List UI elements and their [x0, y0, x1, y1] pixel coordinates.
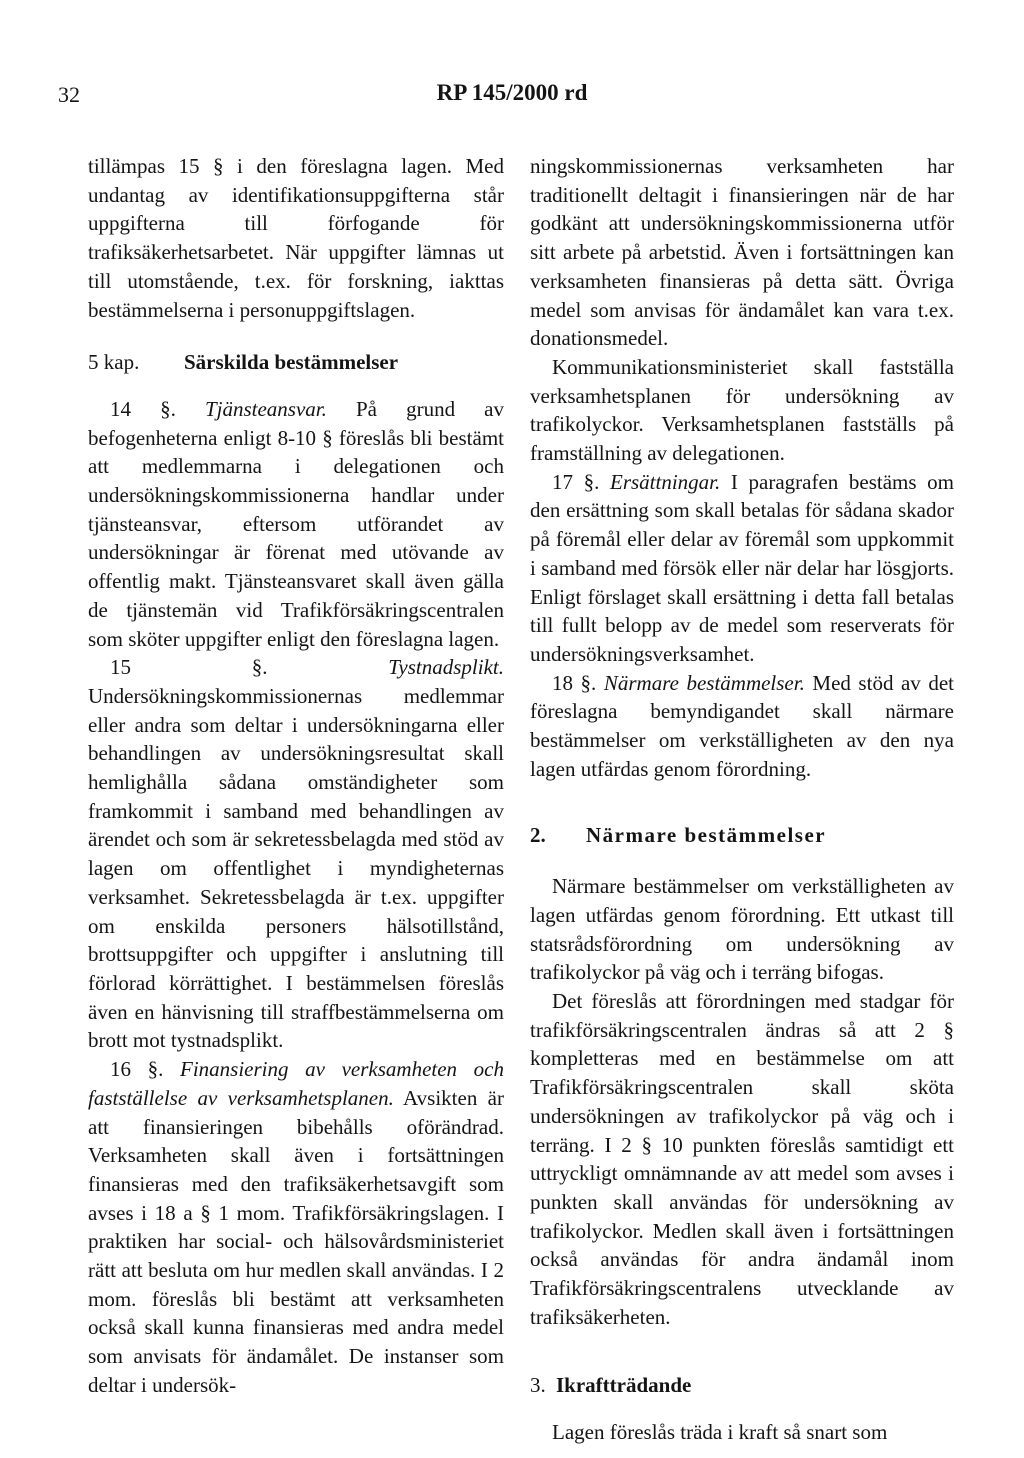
section-number: 17 §.: [552, 469, 610, 494]
section-title: Tystnadsplikt.: [388, 655, 504, 680]
page-header: RP 145/2000 rd: [436, 80, 588, 105]
section-18-paragraph: [530, 669, 954, 784]
paragraph: Det föreslås att förordningen med stadgar för trafikförsäkringscentralen ändras så att 2 § kompletteras med en bestämmelse om att Trafikförsäkringscentralen skall sköta undersökningen av trafikolyckor på väg och i terräng. I 2 § 10 punkten föreslås samtidigt ett uttryckligt omnämnande av att medel som avses i punkten skall användas för undersökning av trafikolyckor. Medlen skall även i fortsättningen också användas för andra ändamål inom Trafikförsäkringscentralens utvecklande av trafiksäkerheten.: [530, 988, 954, 1329]
heading-ikrafttradande: [530, 1371, 954, 1400]
page-number: 32: [58, 82, 80, 107]
heading-number: 2.: [530, 823, 546, 848]
section-body: I paragrafen bestäms om den ersättning som skall betalas för sådana skador på föremål eller delar av föremål som uppkommit i samband med försök eller när delar har lösgjorts. Enligt förslaget skall ersättning i detta fall betalas till fullt belopp av de medel som reserverats för undersökningsverksamhet.: [530, 469, 955, 666]
chapter-number: 5 kap.: [88, 350, 140, 375]
section-body: Avsikten är att finansieringen bibehålls oförändrad. Verksamheten skall även i fortsättningen finansieras med den trafiksäkerhetsavgift som avses i 18 a § 1 mom. Trafikförsäkringslagen. I praktiken har social- och hälsovårdsministeriet rätt att besluta om hur medlen skall användas. I 2 mom. föreslås bli bestämt att verksamheten också skall kunna finansieras med andra medel som anvisats för ändamålet. De instanser som deltar i undersök-: [88, 1085, 504, 1397]
section-number: 18 §.: [552, 670, 604, 695]
heading-narmare-bestammelser: [530, 821, 954, 850]
heading-number: 3.: [530, 1373, 546, 1398]
section-14-paragraph: [88, 395, 504, 653]
section-number: 16 §.: [110, 1057, 181, 1082]
section-title: Tjänsteansvar.: [204, 396, 327, 421]
heading-title: Ikraftträdande: [556, 1373, 692, 1398]
paragraph: ningskommissionernas verksamheten har traditionellt deltagit i finansieringen när de har godkänt att undersökningskommissionerna utför sitt arbete på arbetstid. Även i fortsättningen kan verksamheten finansieras på detta sätt. Övriga medel som anvisas för ändamålet kan vara t.ex. donationsmedel.: [530, 154, 954, 351]
section-body: På grund av befogenheterna enligt 8-10 § föreslås bli bestämt att medlemmarna i delegationen och undersökningskommissionerna handlar under tjänsteansvar, eftersom utförandet av undersökningar är förenat med utövande av offentlig makt. Tjänsteansvaret skall även gälla de tjänstemän vid Trafikförsäkringscentralen som sköter uppgifter enligt den föreslagna lagen.: [88, 396, 504, 651]
section-number: 15 §.: [110, 655, 389, 680]
chapter-heading: [88, 348, 504, 377]
right-column: [530, 152, 954, 1447]
section-17-paragraph: [530, 468, 954, 669]
paragraph: Lagen föreslås träda i kraft så snart som: [552, 1420, 888, 1445]
section-number: 14 §.: [110, 396, 205, 421]
section-title: Finansiering av verksamheten och fastställelse av verksamhetsplanen.: [88, 1057, 504, 1110]
paragraph: Närmare bestämmelser om verkställigheten av lagen utfärdas genom förordning. Ett utkast till statsrådsförordning om undersökning av trafikolyckor på väg och i terräng bifogas.: [530, 874, 954, 985]
paragraph: tillämpas 15 § i den föreslagna lagen. Med undantag av identifikationsuppgifterna står uppgifterna till förfogande för trafiksäkerhetsarbetet. När uppgifter lämnas ut till utomstående, t.ex. för forskning, iakttas bestämmelserna i personuppgiftslagen.: [88, 154, 504, 322]
section-body: Med stöd av det föreslagna bemyndigandet skall närmare bestämmelser om verkställigheten av den nya lagen utfärdas genom förordning.: [530, 670, 955, 781]
heading-title: Närmare bestämmelser: [586, 823, 827, 848]
paragraph: Kommunikationsministeriet skall fastställa verksamhetsplanen för undersökning av trafikolyckor. Verksamhetsplanen fastställs på framställning av delegationen.: [530, 354, 954, 466]
section-16-paragraph: [88, 1055, 504, 1399]
section-title: Ersättningar.: [610, 469, 721, 494]
section-body: Undersökningskommissionernas medlemmar eller andra som deltar i undersökningarna eller behandlingen av undersökningsresultat skall hemlighålla sådana omständigheter som framkommit i samband med behandlingen av ärendet och som är sekretessbelagda med stöd av lagen om offentlighet i myndigheternas verksamhet. Sekretessbelagda är t.ex. uppgifter om enskilda personers hälsotillstånd, brottsuppgifter och uppgifter i anslutning till förlorad körrättighet. I bestämmelsen föreslås även en hänvisning till straffbestämmelserna om brott mot tystnadsplikt.: [88, 683, 504, 1053]
chapter-title: Särskilda bestämmelser: [184, 350, 399, 375]
left-column: [88, 152, 504, 1400]
section-15-paragraph: [88, 653, 504, 1055]
section-title: Närmare bestämmelser.: [603, 670, 805, 695]
